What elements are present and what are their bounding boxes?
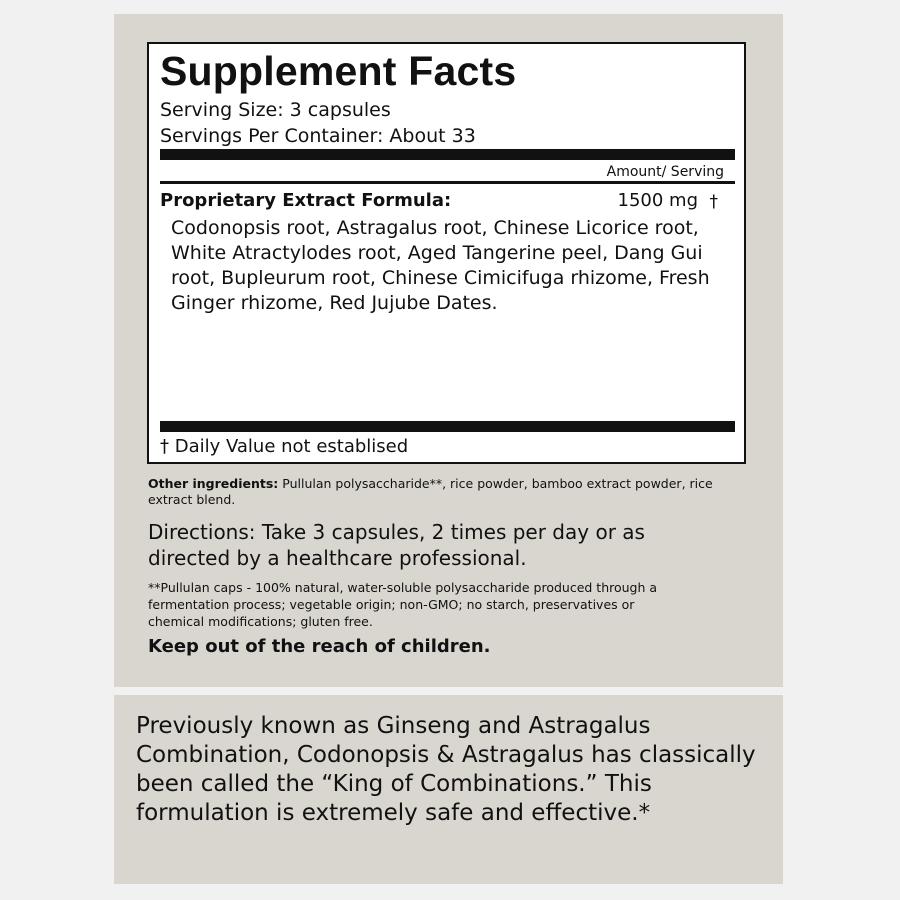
amount-per-serving-header: Amount/ Serving (606, 164, 724, 180)
other-ingredients-label: Other ingredients: (148, 476, 279, 491)
pullulan-note: **Pullulan caps - 100% natural, water-soluble polysaccharide produced through a fermentation process; vegetable origin; non-GMO; no starch, preservatives or chemical modifications; gluten free. (148, 580, 658, 629)
other-ingredients (148, 476, 748, 508)
divider-thin (160, 181, 735, 184)
other-ingredients-text: Pullulan polysaccharide**, rice powder, bamboo extract powder, rice extract blend. (148, 476, 713, 507)
daily-value-footnote: † Daily Value not establised (160, 436, 409, 457)
divider-thick-bottom (160, 421, 735, 432)
warning: Keep out of the reach of children. (148, 636, 491, 657)
ingredient-list: Codonopsis root, Astragalus root, Chinese Licorice root, White Atractylodes root, Aged Tangerine peel, Dang Gui root, Bupleurum root, Chinese Cimicifuga rhizome, Fresh Ginger rhizome, Red Jujube Dates. (171, 217, 710, 314)
formula-amount: 1500 mg (617, 190, 698, 211)
product-description: Previously known as Ginseng and Astragalus Combination, Codonopsis & Astragalus has classically been called the “King of Combinations.” This formulation is extremely safe and effective.* (136, 713, 756, 826)
facts-title: Supplement Facts (160, 48, 517, 94)
dagger-mark: † (709, 192, 718, 212)
serving-size: Serving Size: 3 capsules (160, 99, 391, 121)
servings-per-container: Servings Per Container: About 33 (160, 125, 476, 147)
supplement-facts-box (147, 42, 746, 464)
formula-label: Proprietary Extract Formula: (160, 190, 452, 211)
directions: Directions: Take 3 capsules, 2 times per day or as directed by a healthcare professional. (148, 520, 645, 570)
divider-thick (160, 149, 735, 160)
